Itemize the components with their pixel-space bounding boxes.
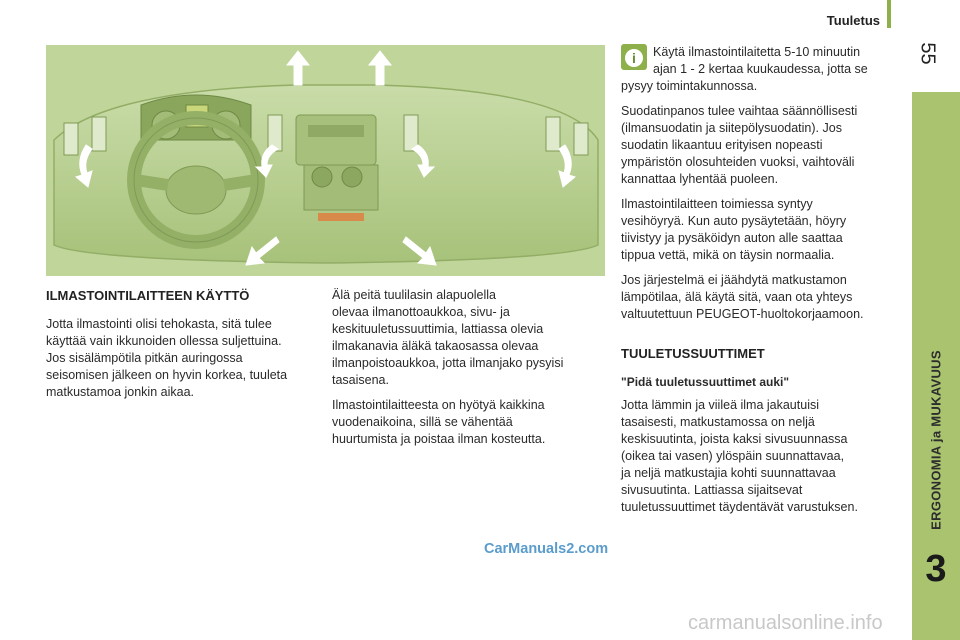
text-line: (oikea tai vasen) ylöspäin suunnattavaa, <box>621 449 845 463</box>
section-airflow-advice <box>332 287 602 456</box>
text-line: valtuutettuun PEUGEOT-huoltokorjaamoon. <box>621 307 864 321</box>
text-line: Jotta ilmastointi olisi tehokasta, sitä tulee <box>46 317 272 331</box>
paragraph <box>332 287 602 389</box>
text-line: matkustamoa jonkin aikaa. <box>46 385 194 399</box>
text-line: tuuletussuuttimet täydentävät varustuksen. <box>621 500 858 514</box>
text-line: keskituuletussuuttimia, lattiassa olevia <box>332 322 544 336</box>
paragraph <box>621 196 901 264</box>
text-line: Suodatinpanos tulee vaihtaa säännöllisesti <box>621 104 858 118</box>
chapter-title: ERGONOMIA ja MUKAVUUS <box>928 350 944 530</box>
page-number: 55 <box>916 42 939 65</box>
text-line: Käytä ilmastointilaitetta 5-10 minuutin <box>653 45 861 59</box>
text-line: (ilmansuodatin ja siitepölysuodatin). Jos <box>621 121 842 135</box>
text-line: Älä peitä tuulilasin alapuolella <box>332 288 497 302</box>
text-line: keskisuutinta, joista kaksi sivusuunnassa <box>621 432 848 446</box>
chapter-number: 3 <box>925 548 947 590</box>
text-line: sivusuutinta. Lattiassa sijaitsevat <box>621 483 803 497</box>
paragraph <box>332 397 602 448</box>
text-line: käyttää vain ikkunoiden ollessa suljettuina. <box>46 334 282 348</box>
text-line: ilmanpoistoaukkoa, jotta ilmanjako pysyisi <box>332 356 564 370</box>
text-line: pysyy toimintakunnossa. <box>621 79 758 93</box>
info-glyph: i <box>625 49 643 67</box>
watermark-text: carmanualsonline.info <box>688 612 883 634</box>
text-line: seisomisen jälkeen on hyvin korkea, tuuleta <box>46 368 288 382</box>
watermark-link[interactable]: CarManuals2.com <box>484 541 609 557</box>
text-line: ympäristön olosuhteiden vuoksi, vaihtoväli <box>621 155 855 169</box>
text-line: ilmakanavia äläkä takaosassa olevaa <box>332 339 539 353</box>
text-line: kannattaa lyhentää puoleen. <box>621 172 779 186</box>
text-line: tippua vettä, mikä on täysin normaalia. <box>621 248 835 262</box>
text-line: vuodenaikoina, sillä se vähentää <box>332 415 513 429</box>
header-accent-bar <box>887 0 891 28</box>
paragraph <box>621 44 901 95</box>
text-line: Ilmastointilaitteen toimiessa syntyy <box>621 197 813 211</box>
page-section-title: Tuuletus <box>826 13 880 28</box>
text-line: tasaisesti, matkustamossa on neljä <box>621 415 815 429</box>
section-vents <box>621 345 901 516</box>
section-heading: TUULETUSSUUTTIMET <box>621 346 765 361</box>
text-line: Ilmastointilaitteesta on hyötyä kaikkina <box>332 398 545 412</box>
text-line: Jotta lämmin ja viileä ilma jakautuisi <box>621 398 819 412</box>
text-line: vesihöyryä. Kun auto pysäytetään, höyry <box>621 214 847 228</box>
paragraph <box>46 316 316 401</box>
paragraph <box>621 397 901 516</box>
text-line: lämpötilaa, älä käytä sitä, vaan ota yhteys <box>621 290 853 304</box>
text-line: Jos sisälämpötila pitkän auringossa <box>46 351 243 365</box>
text-line: ja neljä matkustajia kohti suunnattavaa <box>621 466 836 480</box>
dashboard-ventilation-illustration <box>46 45 605 276</box>
section-ac-usage <box>46 287 316 401</box>
dashboard-drawing <box>46 45 605 276</box>
section-subheading: "Pidä tuuletussuuttimet auki" <box>621 375 790 389</box>
text-line: suodatin likaantuu erityisen nopeasti <box>621 138 823 152</box>
text-line: huurtumista ja poistaa ilman kosteutta. <box>332 432 546 446</box>
paragraph <box>621 272 901 323</box>
section-heading: ILMASTOINTILAITTEEN KÄYTTÖ <box>46 288 250 303</box>
text-line: olevaa ilmanottoaukkoa, sivu- ja <box>332 305 510 319</box>
text-line: Jos järjestelmä ei jäähdytä matkustamon <box>621 273 847 287</box>
info-box <box>621 44 901 331</box>
text-line: ajan 1 - 2 kertaa kuukaudessa, jotta se <box>653 62 868 76</box>
text-line: tiivistyy ja pysäköidyn auton alle saattaa <box>621 231 843 245</box>
text-line: tasaisena. <box>332 373 389 387</box>
paragraph <box>621 103 901 188</box>
